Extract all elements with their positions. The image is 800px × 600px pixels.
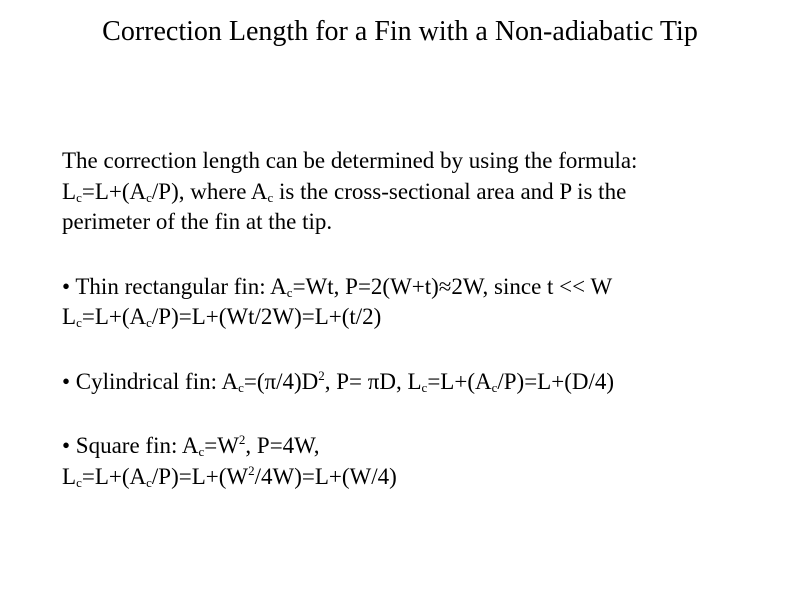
text-segment: L [62,463,77,489]
text-segment: • Square fin: A [62,433,199,458]
text-segment: • Cylindrical fin: A [62,368,239,394]
subscript: c [491,379,498,395]
text-segment: • Thin rectangular fin: A [62,273,287,299]
rectangular-fin-line-1 [62,272,782,303]
text-segment: =(π/4)D [243,368,319,394]
text-segment: =L+(A [81,463,147,489]
subscript: c [76,189,82,205]
intro-line-3 [62,207,782,238]
text-segment: =L+(A [81,178,147,204]
text-segment: =Wt, P=2(W+t)≈2W, since t << W [292,273,613,299]
intro-line-2 [62,177,782,208]
intro-text: The correction length can be determined by using the formula: [62,148,638,173]
subscript: c [146,315,152,330]
text-segment: , P=4W, [245,433,320,458]
text-segment: is the cross-sectional area and P is the [273,178,627,204]
text-segment: =L+(A [427,368,492,394]
text-segment: /P)=L+(W [151,463,249,489]
text-segment: L [62,178,77,204]
subscript: c [238,379,244,395]
spacer [62,333,782,367]
subscript: c [198,444,205,459]
text-segment: /P), where A [151,178,268,204]
subscript: c [286,284,293,300]
text-segment: /P)=L+(Wt/2W)=L+(t/2) [151,304,382,329]
cylindrical-fin-line [62,367,782,398]
text-segment: /P)=L+(D/4) [497,368,615,394]
text-segment: , P= πD, L [324,368,422,394]
text-segment: /4W)=L+(W/4) [254,463,397,489]
subscript: c [76,474,82,490]
subscript: c [267,189,274,205]
subscript: c [146,474,152,490]
spacer [62,238,782,272]
intro-text: perimeter of the fin at the tip. [62,209,333,234]
slide-body [62,146,782,492]
text-segment: =W [204,433,239,458]
rectangular-fin-line-2 [62,302,782,333]
superscript: 2 [318,367,325,383]
subscript: c [421,379,428,395]
text-segment: L [62,304,77,329]
superscript: 2 [238,432,246,447]
square-fin-line-2 [62,462,782,493]
subscript: c [146,189,152,205]
intro-line-1 [62,146,782,177]
text-segment: =L+(A [81,304,147,329]
square-fin-line-1 [62,431,782,462]
slide-title: Correction Length for a Fin with a Non-adiabatic Tip [102,16,698,47]
superscript: 2 [248,462,255,478]
spacer [62,397,782,431]
subscript: c [76,315,82,330]
